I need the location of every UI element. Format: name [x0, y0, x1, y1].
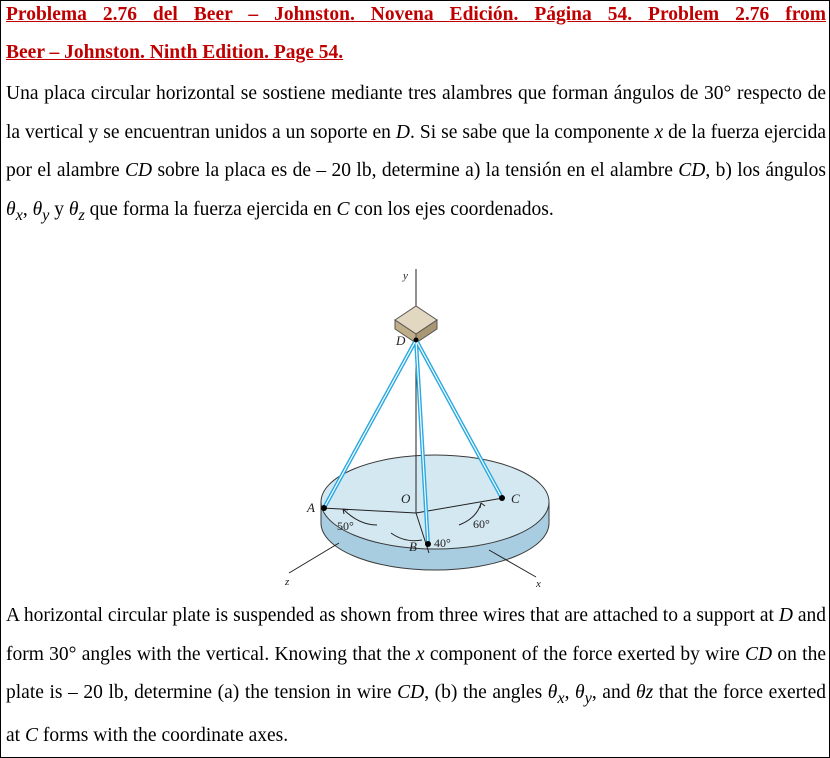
theta-z: θ — [68, 198, 79, 220]
theta-x: θ — [547, 682, 558, 703]
suspended-plate-figure — [281, 263, 551, 593]
label-angle-50: 50° — [337, 519, 354, 533]
label-O: O — [401, 491, 411, 506]
var-D: D — [778, 605, 793, 626]
var-CD: CD — [745, 643, 773, 665]
var-C: C — [336, 198, 350, 220]
label-C: C — [511, 491, 520, 506]
label-x-axis: x — [536, 578, 541, 590]
problem-statement-english: A horizontal circular plate is suspended as shown from three wires that are attached to a support at D and form 30° angles with the vertical. Knowing that the x component of the force exerted by wire CD on the plate is – 20 lb, determine (a) the tension in wire CD, (b) the angles $\theta_x$, $\theta_y$, and θz that the force exerted at C forms with the coordinate axes. — [6, 605, 827, 747]
label-A: A — [307, 500, 315, 515]
problem-statement-spanish: Una placa circular horizontal se sostiene mediante tres alambres que forman ángulos de 30° respecto de la vertical y se encuentran unidos a un soporte en D. Si se sabe que la componente x de la fuerza ejercida por el alambre CD sobre la placa es de – 20 lb, determine a) la tensión en el alambre CD, b) los ángulos $\theta_x$, $\theta_y$ y $\theta_z$ que forma la fuerza ejercida en C con los ejes coordenados. — [6, 83, 826, 224]
label-y-axis: y — [403, 270, 408, 282]
var-x: x — [415, 643, 425, 665]
label-B: B — [409, 539, 417, 554]
theta-y: θ — [575, 682, 585, 703]
theta-z: θz — [636, 682, 654, 703]
theta-y: θ — [32, 198, 43, 220]
label-angle-60: 60° — [473, 517, 490, 531]
title-line-1: Problema 2.76 del Beer – Johnston. Novena Edición. Página 54. Problem 2.76 from — [6, 4, 826, 25]
title-line-2: Beer – Johnston. Ninth Edition. Page 54. — [6, 42, 344, 63]
var-CD: CD — [124, 160, 153, 181]
label-z-axis: z — [285, 576, 290, 588]
label-D: D — [396, 333, 406, 348]
var-C: C — [24, 725, 38, 747]
var-x: x — [654, 121, 664, 143]
theta-x: θ — [6, 198, 16, 220]
var-CD: CD — [678, 160, 706, 181]
var-CD: CD — [397, 682, 425, 703]
var-D: D — [395, 121, 411, 143]
label-angle-40: 40° — [434, 536, 451, 550]
